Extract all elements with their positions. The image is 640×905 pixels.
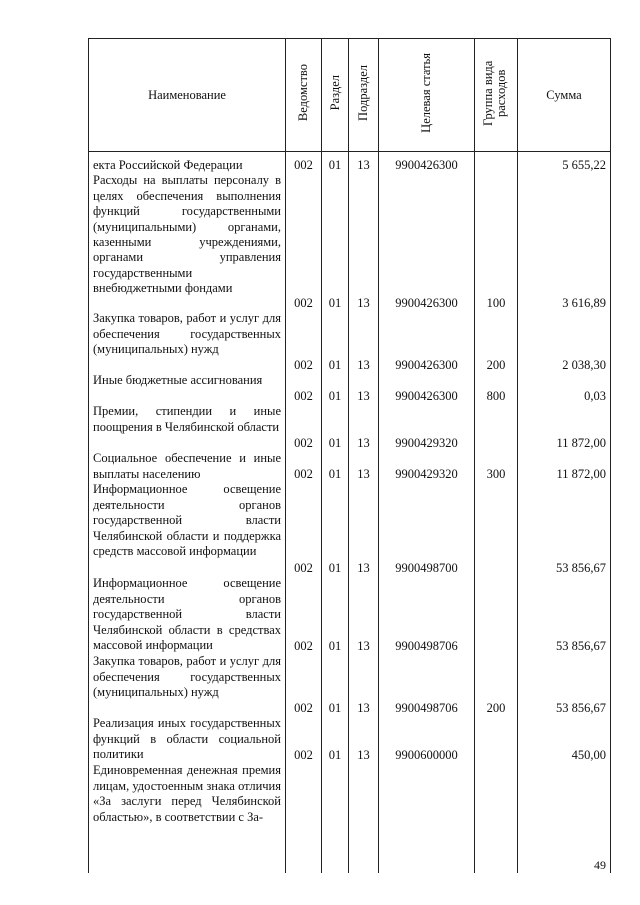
razdel-cell: 01 [322,152,349,174]
vedomstvo-cell: 002 [286,576,322,654]
vid-rashodov-cell [475,716,518,763]
header-razdel: Раздел [322,39,349,152]
vedomstvo-cell: 002 [286,654,322,716]
name-cell: Информационное освещение деятельности органов государственной власти Челябинской области в средствах массовой информации [89,576,286,654]
table-row [89,763,611,873]
table-row [89,311,611,373]
table-row [89,173,611,311]
tselevaya-statya-cell: 9900429320 [379,451,475,482]
vid-rashodov-cell: 800 [475,373,518,404]
vedomstvo-cell: 002 [286,373,322,404]
summa-cell: 53 856,67 [518,576,611,654]
vid-rashodov-cell: 200 [475,311,518,373]
tselevaya-statya-cell: 9900600000 [379,716,475,763]
name-cell: Единовременная денежная премия лицам, удостоенным знака отличия «За заслуги перед Челябинской областью», в соответствии с За- [89,763,286,873]
name-cell: Премии, стипендии и иные поощрения в Челябинской области [89,404,286,451]
razdel-cell: 01 [322,576,349,654]
podrazdel-cell: 13 [349,404,379,451]
tselevaya-statya-cell: 9900426300 [379,373,475,404]
podrazdel-cell: 13 [349,576,379,654]
podrazdel-cell: 13 [349,716,379,763]
tselevaya-statya-cell: 9900498700 [379,482,475,576]
name-cell: екта Российской Федерации [89,152,286,174]
name-cell: Закупка товаров, работ и услуг для обеспечения государственных (муниципальных) нужд [89,654,286,716]
name-cell: Закупка товаров, работ и услуг для обеспечения государственных (муниципальных) нужд [89,311,286,373]
vedomstvo-cell: 002 [286,173,322,311]
summa-cell: 11 872,00 [518,404,611,451]
budget-table [88,38,611,873]
header-summa: Сумма [518,39,611,152]
page-number: 49 [594,858,606,872]
summa-cell: 450,00 [518,716,611,763]
tselevaya-statya-cell: 9900426300 [379,152,475,174]
summa-cell: 53 856,67 [518,654,611,716]
vid-rashodov-cell [475,404,518,451]
tselevaya-statya-cell: 9900498706 [379,654,475,716]
vedomstvo-cell: 002 [286,716,322,763]
summa-cell: 2 038,30 [518,311,611,373]
name-cell: Иные бюджетные ассигнования [89,373,286,404]
header-vedomstvo: Ведомство [286,39,322,152]
podrazdel-cell: 13 [349,482,379,576]
header-podrazdel: Подраздел [349,39,379,152]
vid-rashodov-cell: 300 [475,451,518,482]
razdel-cell: 01 [322,482,349,576]
podrazdel-cell: 13 [349,451,379,482]
table-row [89,152,611,174]
razdel-cell: 01 [322,404,349,451]
vedomstvo-cell: 002 [286,451,322,482]
podrazdel-cell: 13 [349,654,379,716]
table-row [89,654,611,716]
podrazdel-cell: 13 [349,373,379,404]
vid-rashodov-cell [475,152,518,174]
header-tselevaya-statya: Целевая статья [379,39,475,152]
tselevaya-statya-cell [379,763,475,873]
tselevaya-statya-cell: 9900498706 [379,576,475,654]
vid-rashodov-cell [475,763,518,873]
tselevaya-statya-cell: 9900426300 [379,311,475,373]
razdel-cell: 01 [322,451,349,482]
razdel-cell: 01 [322,716,349,763]
vid-rashodov-cell [475,576,518,654]
summa-cell: 3 616,89 [518,173,611,311]
summa-cell: 11 872,00 [518,451,611,482]
razdel-cell: 01 [322,373,349,404]
podrazdel-cell: 13 [349,173,379,311]
vedomstvo-cell: 002 [286,152,322,174]
table-row [89,373,611,404]
name-cell: Расходы на выплаты персоналу в целях обеспечения выполнения функций государственными (муниципальными) органами, казенными учреждениями, органами управления государственными внебюджетными фондами [89,173,286,311]
vedomstvo-cell: 002 [286,311,322,373]
podrazdel-cell: 13 [349,152,379,174]
table-row [89,404,611,451]
vid-rashodov-cell [475,482,518,576]
table-row [89,451,611,482]
summa-cell: 0,03 [518,373,611,404]
name-cell: Социальное обеспечение и иные выплаты населению [89,451,286,482]
vid-rashodov-cell: 200 [475,654,518,716]
razdel-cell: 01 [322,654,349,716]
summa-cell [518,763,611,873]
vid-rashodov-cell: 100 [475,173,518,311]
razdel-cell: 01 [322,173,349,311]
name-cell: Реализация иных государственных функций в области социальной политики [89,716,286,763]
vedomstvo-cell: 002 [286,404,322,451]
summa-cell: 5 655,22 [518,152,611,174]
tselevaya-statya-cell: 9900429320 [379,404,475,451]
podrazdel-cell [349,763,379,873]
summa-cell: 53 856,67 [518,482,611,576]
podrazdel-cell: 13 [349,311,379,373]
tselevaya-statya-cell: 9900426300 [379,173,475,311]
name-cell: Информационное освещение деятельности органов государственной власти Челябинской области и поддержка средств массовой информации [89,482,286,576]
table-row [89,576,611,654]
table-body [89,152,611,874]
header-gruppa-vida-rashodov: Группа вида расходов [475,39,518,152]
razdel-cell: 01 [322,311,349,373]
header-name: Наименование [89,39,286,152]
table-row [89,482,611,576]
table-row [89,716,611,763]
vedomstvo-cell [286,763,322,873]
table-header-row [89,39,611,152]
vedomstvo-cell: 002 [286,482,322,576]
razdel-cell [322,763,349,873]
